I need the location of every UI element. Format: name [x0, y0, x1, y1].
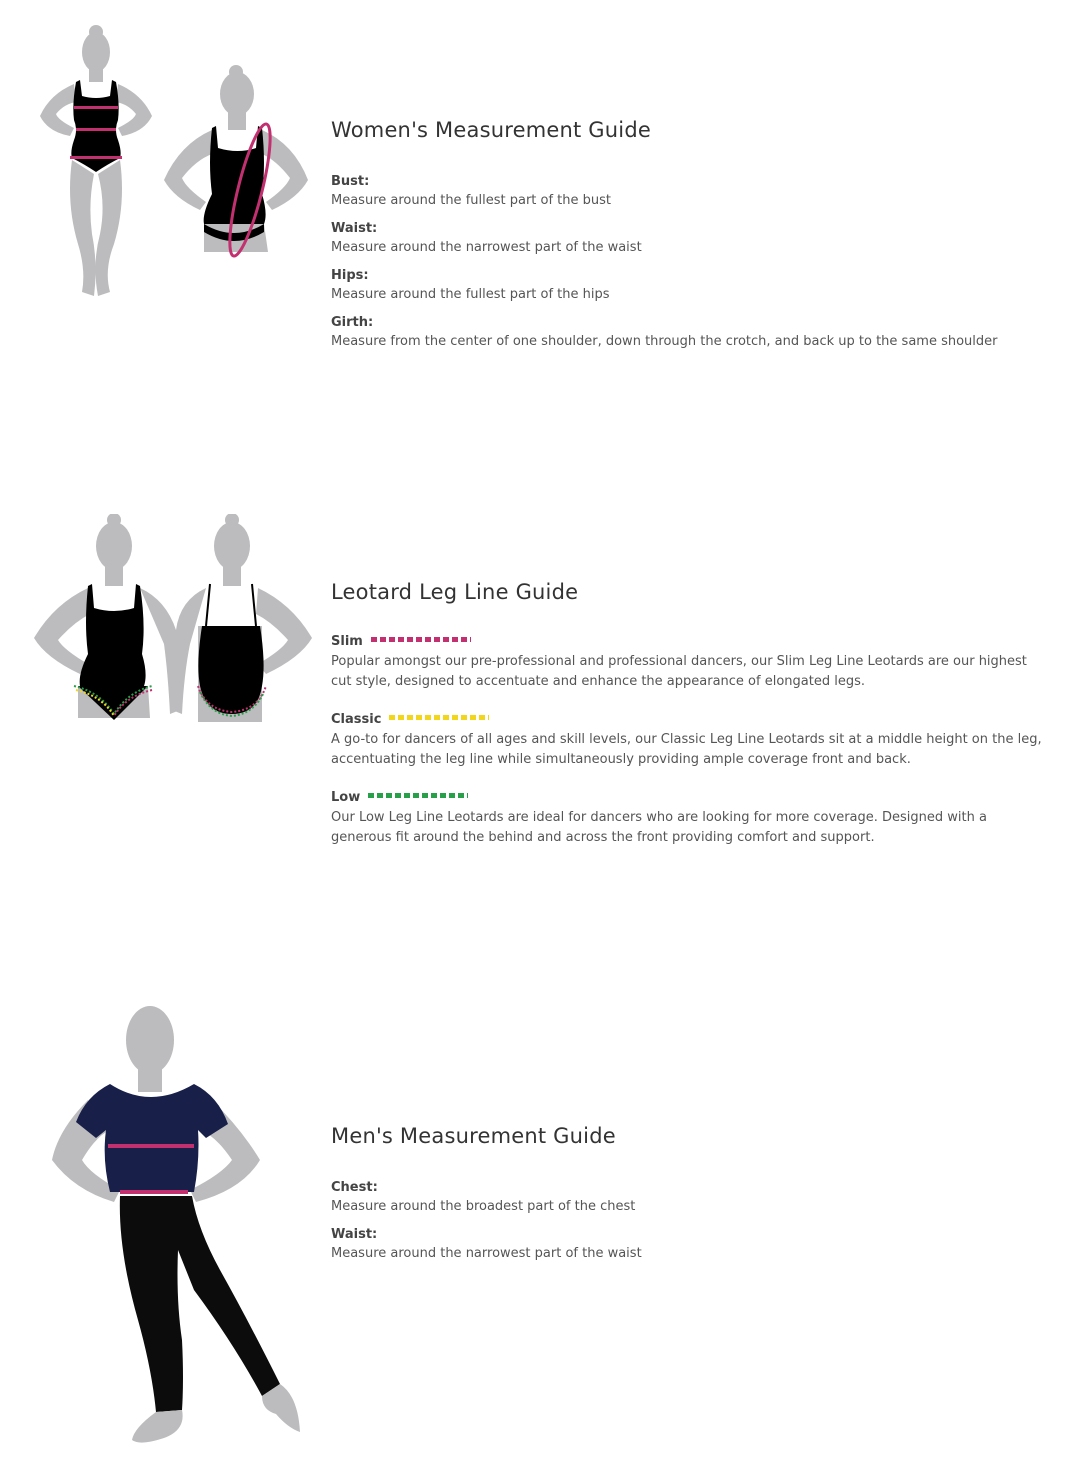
womens-section: [0, 0, 1080, 420]
measurement-item-waist-mens: [331, 1226, 1051, 1273]
bust-label: Bust:: [331, 174, 370, 189]
classic-description: A go-to for dancers of all ages and skill levels, our Classic Leg Line Leotards sit at a middle height on the leg, accentuating the leg line while simultaneously providing ample coverage front and back.: [331, 732, 1042, 767]
womens-front-figure-illustration: [30, 24, 170, 304]
hips-label: Hips:: [331, 268, 369, 283]
mens-waist-description: Measure around the narrowest part of the waist: [331, 1246, 642, 1261]
leg-line-item-classic: [331, 710, 1051, 769]
measurement-item-chest: [331, 1179, 1051, 1226]
leg-line-section: [0, 500, 1080, 920]
womens-side-figure-illustration: [160, 64, 310, 260]
mens-waist-label: Waist:: [331, 1227, 378, 1242]
hips-description: Measure around the fullest part of the hips: [331, 287, 610, 302]
measurement-item-girth: [331, 314, 1051, 361]
classic-label: Classic: [331, 712, 382, 727]
low-description: Our Low Leg Line Leotards are ideal for dancers who are looking for more coverage. Designed with a generous fit around the behind and across the front providing comfort and support.: [331, 810, 987, 845]
waist-description: Measure around the narrowest part of the waist: [331, 240, 642, 255]
slim-label: Slim: [331, 634, 363, 649]
low-dashed-line-swatch: [368, 793, 468, 798]
mens-guide-content: [331, 1124, 1051, 1273]
waist-label: Waist:: [331, 221, 378, 236]
chest-label: Chest:: [331, 1180, 378, 1195]
bust-description: Measure around the fullest part of the bust: [331, 193, 612, 208]
classic-dashed-line-swatch: [389, 715, 489, 720]
womens-guide-content: [331, 118, 1051, 361]
measurement-item-hips: [331, 267, 1051, 314]
girth-description: Measure from the center of one shoulder, down through the crotch, and back up to the same shoulder: [331, 334, 998, 349]
low-label: Low: [331, 790, 361, 805]
mens-guide-title: Men's Measurement Guide: [331, 1124, 616, 1148]
mens-figure-illustration: [48, 1000, 304, 1450]
chest-description: Measure around the broadest part of the chest: [331, 1199, 636, 1214]
leg-line-guide-content: [331, 580, 1051, 866]
leg-line-front-figure-illustration: [30, 514, 320, 730]
measurement-item-bust: [331, 173, 1051, 220]
girth-label: Girth:: [331, 315, 374, 330]
leg-line-item-slim: [331, 632, 1051, 691]
leg-line-guide-title: Leotard Leg Line Guide: [331, 580, 579, 604]
slim-description: Popular amongst our pre-professional and professional dancers, our Slim Leg Line Leotards are our highest cut style, designed to accentuate and enhance the appearance of elongated legs.: [331, 654, 1027, 689]
leg-line-item-low: [331, 788, 1051, 847]
slim-dashed-line-swatch: [371, 637, 471, 642]
measurement-item-waist: [331, 220, 1051, 267]
mens-section: [0, 990, 1080, 1460]
womens-guide-title: Women's Measurement Guide: [331, 118, 651, 142]
